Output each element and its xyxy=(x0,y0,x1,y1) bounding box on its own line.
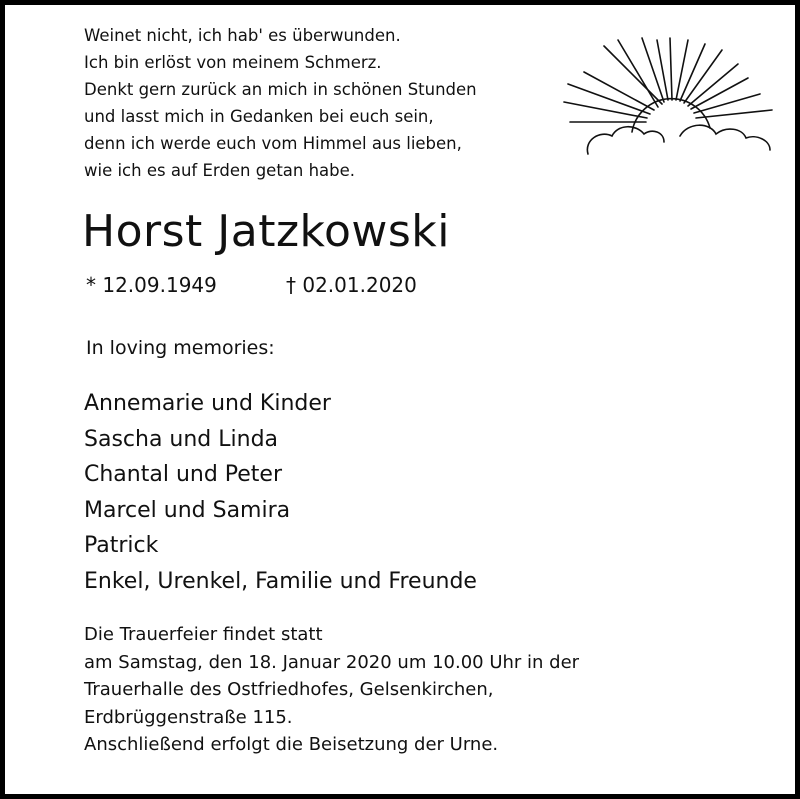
family-member: Sascha und Linda xyxy=(84,426,279,452)
service-line: Trauerhalle des Ostfriedhofes, Gelsenkirchen, xyxy=(84,679,494,701)
family-member: Chantal und Peter xyxy=(84,462,283,488)
poem-line: und lasst mich in Gedanken bei euch sein, xyxy=(84,107,434,126)
family-member: Patrick xyxy=(84,533,159,559)
birth-date: * 12.09.1949 xyxy=(86,273,217,297)
service-line: Erdbrüggenstraße 115. xyxy=(84,706,293,728)
service-line: Die Trauerfeier findet statt xyxy=(84,624,323,645)
family-list xyxy=(84,386,477,600)
poem-line: Weinet nicht, ich hab' es überwunden. xyxy=(84,26,401,45)
life-dates xyxy=(86,270,417,300)
cloud-left xyxy=(587,127,664,154)
family-member: Annemarie und Kinder xyxy=(84,391,331,416)
service-line: Anschließend erfolgt die Beisetzung der Urne. xyxy=(84,734,499,756)
poem-line: Denkt gern zurück an mich in schönen Stunden xyxy=(84,80,477,99)
poem-line: Ich bin erlöst von meinem Schmerz. xyxy=(84,53,382,72)
sunrise-over-clouds-icon xyxy=(560,36,785,166)
family-member: Enkel, Urenkel, Familie und Freunde xyxy=(84,568,477,594)
poem-line: denn ich werde euch vom Himmel aus lieben, xyxy=(84,134,462,153)
service-line: am Samstag, den 18. Januar 2020 um 10.00 Uhr in der xyxy=(84,651,580,673)
poem-line: wie ich es auf Erden getan habe. xyxy=(84,161,356,180)
service-info xyxy=(84,621,579,759)
death-date: † 02.01.2020 xyxy=(286,273,417,297)
poem xyxy=(84,22,544,184)
cloud-right xyxy=(680,125,770,150)
sun-rays xyxy=(564,38,772,122)
memories-label: In loving memories: xyxy=(86,337,275,359)
family-member: Marcel und Samira xyxy=(84,497,291,523)
deceased-name: Horst Jatzkowski xyxy=(82,206,450,257)
